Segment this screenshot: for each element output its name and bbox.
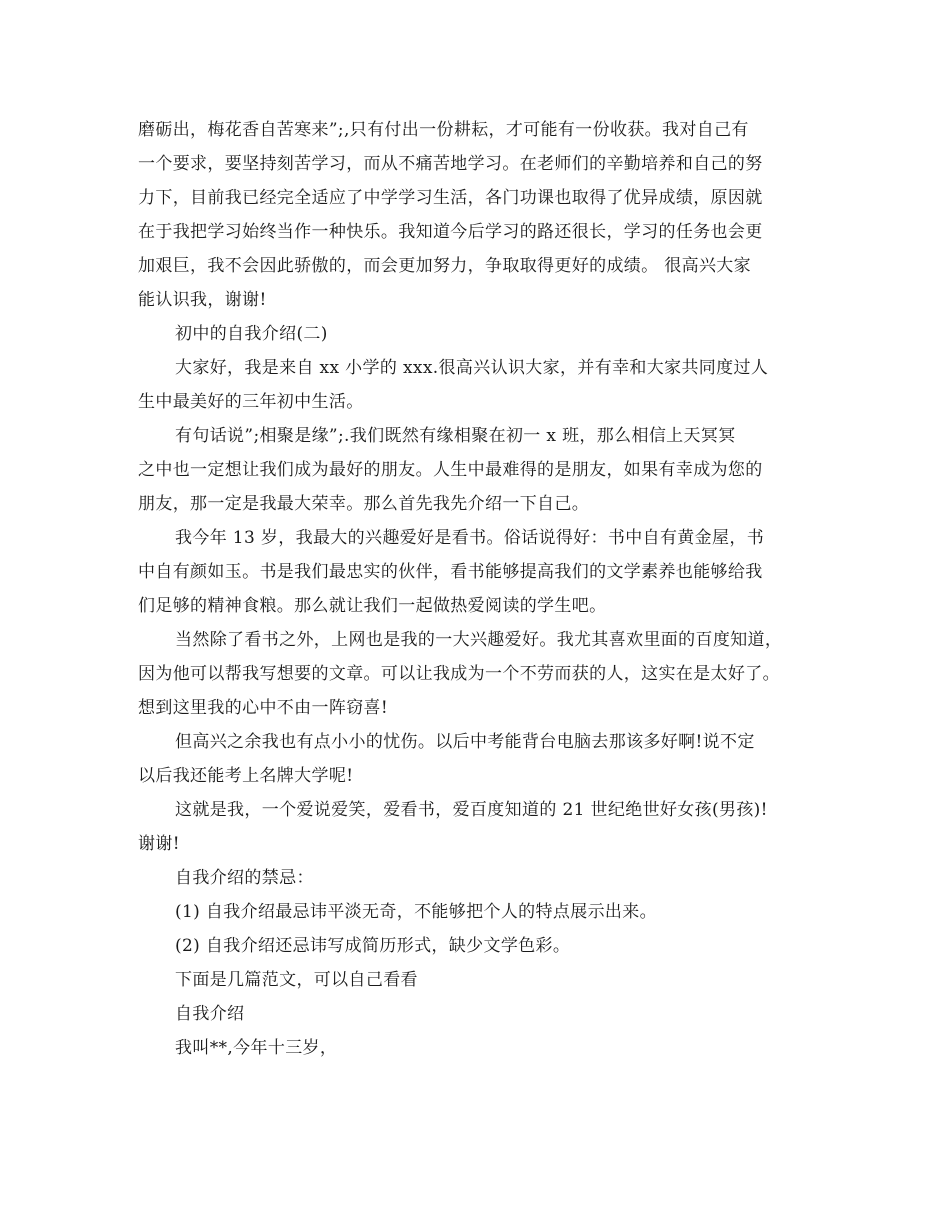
text-line: 这就是我，一个爱说爱笑，爱看书，爱百度知道的 21 世纪绝世好女孩(男孩)! xyxy=(175,800,768,820)
text-line: 之中也一定想让我们成为最好的朋友。人生中最难得的是朋友，如果有幸成为您的 xyxy=(138,460,763,480)
text-line: 我今年 13 岁，我最大的兴趣爱好是看书。俗话说得好：书中自有黄金屋，书 xyxy=(175,528,765,548)
text-line: 生中最美好的三年初中生活。 xyxy=(138,392,364,412)
text-line: 有句话说”;相聚是缘”;.我们既然有缘相聚在初一 x 班，那么相信上天冥冥 xyxy=(175,426,736,446)
text-line: 朋友，那一定是我最大荣幸。那么首先我先介绍一下自己。 xyxy=(138,494,590,514)
document-body xyxy=(138,113,828,1065)
section-heading: 自我介绍的禁忌： xyxy=(175,868,314,888)
text-line: 但高兴之余我也有点小小的忧伤。以后中考能背台电脑去那该多好啊!说不定 xyxy=(175,732,755,752)
text-line: 中自有颜如玉。书是我们最忠实的伙伴，看书能够提高我们的文学素养也能够给我 xyxy=(138,562,763,582)
list-item: (2) 自我介绍还忌讳写成简历形式，缺少文学色彩。 xyxy=(175,936,571,956)
text-line: 当然除了看书之外，上网也是我的一大兴趣爱好。我尤其喜欢里面的百度知道， xyxy=(175,630,783,650)
text-line: 想到这里我的心中不由一阵窃喜! xyxy=(138,698,389,718)
text-line: 谢谢! xyxy=(138,834,180,854)
list-item: (1) 自我介绍最忌讳平淡无奇，不能够把个人的特点展示出来。 xyxy=(175,902,657,922)
text-line: 能认识我，谢谢! xyxy=(138,290,267,310)
text-line: 我叫**,今年十三岁， xyxy=(175,1038,338,1058)
text-line: 因为他可以帮我写想要的文章。可以让我成为一个不劳而获的人，这实在是太好了。 xyxy=(138,664,780,684)
section-heading: 初中的自我介绍(二) xyxy=(175,324,328,344)
text-line: 力下，目前我已经完全适应了中学学习生活，各门功课也取得了优异成绩，原因就 xyxy=(138,188,763,208)
text-line: 加艰巨，我不会因此骄傲的，而会更加努力，争取取得更好的成绩。 很高兴大家 xyxy=(138,256,752,276)
text-line: 大家好，我是来自 xx 小学的 xxx.很高兴认识大家，并有幸和大家共同度过人 xyxy=(175,358,769,378)
text-line: 在于我把学习始终当作一种快乐。我知道今后学习的路还很长，学习的任务也会更 xyxy=(138,222,763,242)
text-line: 一个要求，要坚持刻苦学习，而从不痛苦地学习。在老师们的辛勤培养和自己的努 xyxy=(138,154,763,174)
text-line: 下面是几篇范文，可以自己看看 xyxy=(175,970,418,990)
text-line: 以后我还能考上名牌大学呢! xyxy=(138,766,354,786)
section-heading: 自我介绍 xyxy=(175,1004,245,1024)
text-line: 们足够的精神食粮。那么就让我们一起做热爱阅读的学生吧。 xyxy=(138,596,607,616)
text-line: 磨砺出，梅花香自苦寒来”;,只有付出一份耕耘，才可能有一份收获。我对自己有 xyxy=(138,120,749,140)
